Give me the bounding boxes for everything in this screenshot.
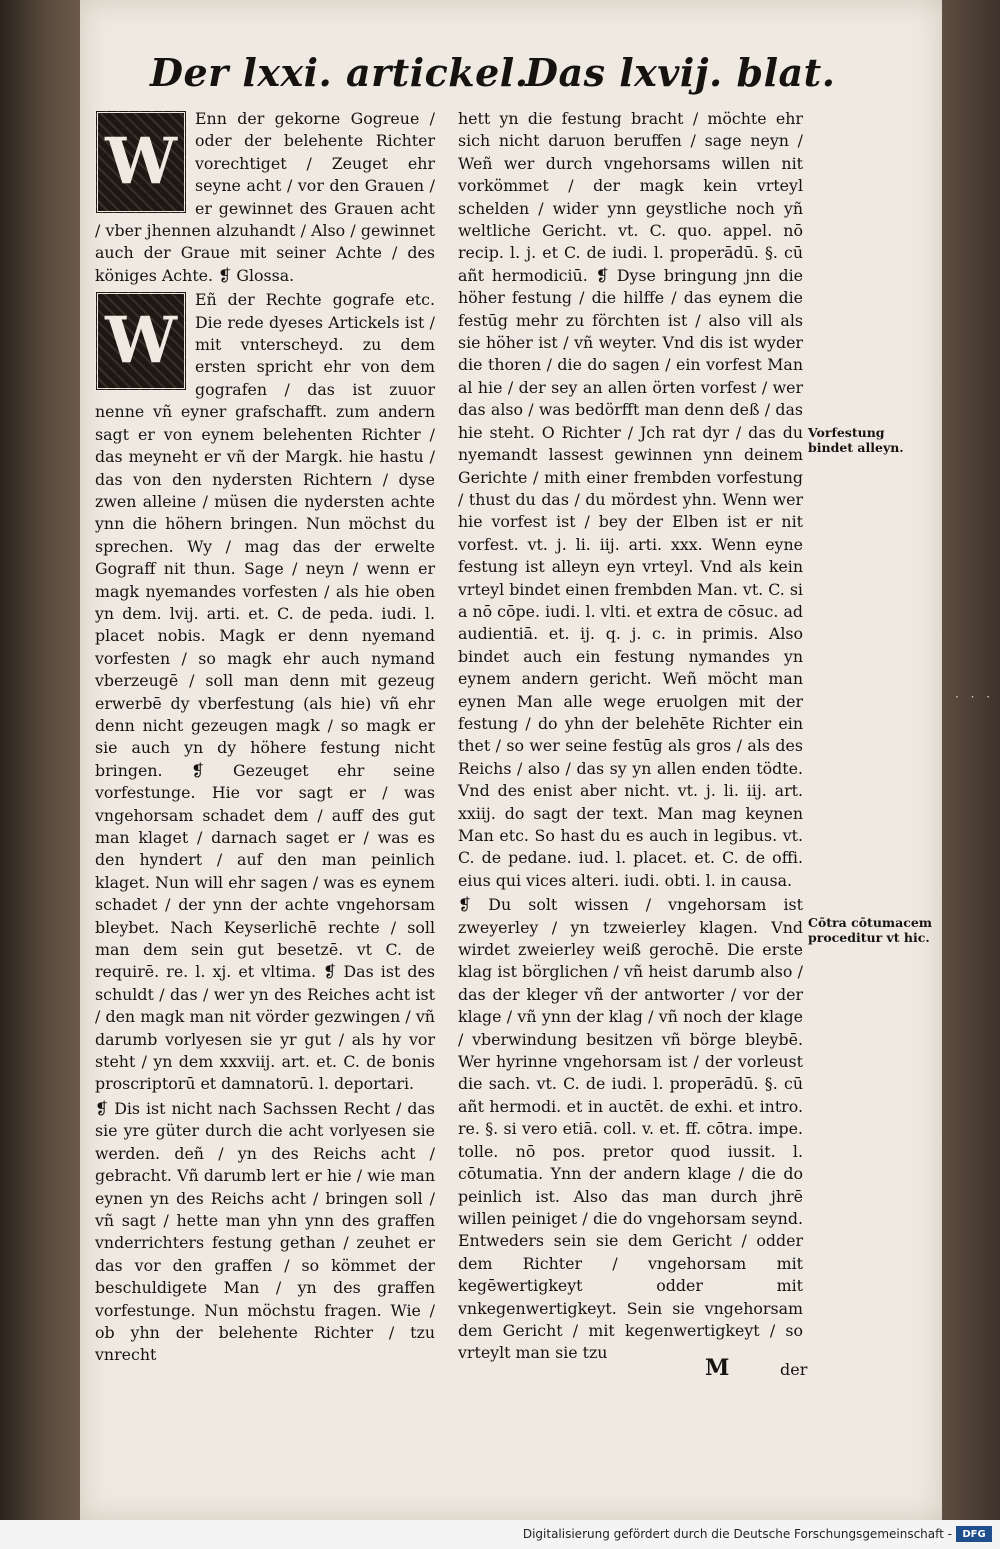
paragraph: ❡ Dis ist nicht nach Sachssen Recht / das sie yre güter durch die acht vorlyesen sie werden. deñ / yn des Reichs acht / gebracht. Vñ darumb lert er hie / wie man eynen yn des Reichs acht / bringen soll / vñ sagt / hette man yhn ynn des graffen vnderrichters festung gethan / zeuhet er das vor den graffen / so kömmet der beschuldigete Man / yn des graffen vorfestunge. Nun möchstu fragen. Wie / ob yhn der belehente Richter / tzu vnrecht <box>95 1098 435 1365</box>
decorated-initial: W <box>95 291 187 391</box>
text-column-left <box>95 108 435 1369</box>
footer-credit: Digitalisierung gefördert durch die Deutsche Forschungsgemeinschaft - <box>522 1527 952 1541</box>
paragraph <box>95 108 435 287</box>
paragraph <box>95 289 435 1096</box>
catchword: der <box>780 1360 808 1379</box>
signature-mark: M <box>705 1355 730 1381</box>
decorated-initial: W <box>95 110 187 214</box>
book-page <box>80 0 942 1520</box>
scan-background-left <box>0 0 80 1549</box>
text-column-right <box>458 108 803 1367</box>
paragraph: ❡ Du solt wissen / vngehorsam ist zweyerley / yn tzweierley klagen. Vnd wirdet zweierley weiß gerochē. Die erste klag ist börglichen / vñ heist darumb also / das der kleger vñ der antworter / vor der klage / vñ ynn der klag / vñ noch der klage / vberwindung besitzen vñ börge bleybē. Wer hyrinne vngehorsam ist / der vorleust die sach. vt. C. de iudi. l. properādū. §. cū añt hermodi. et in auctēt. de exhi. et intro. re. §. si vero etiā. coll. v. et. ff. cōtra. impe. tolle. nō pos. pretor quod iussit. l. cōtumatia. Ynn der andern klage / die do peinlich ist. Also das man durch jhrē willen peiniget / die do vngehorsam seynd. Entweders sein sie dem Gericht / odder dem Richter / vngehorsam mit kegēwertigkeyt odder mit vnkegenwertigkeyt. Sein sie vngehorsam dem Gericht / mit kegenwertigkeyt / so vrteylt man sie tzu <box>458 895 803 1363</box>
margin-note: Cōtra cōtumacem proceditur vt hic. <box>808 915 933 945</box>
footer-bar <box>0 1520 1000 1549</box>
paragraph-text: Eñ der Rechte gografe etc. Die rede dyeses Artickels ist / mit vnterscheyd. zu dem ersten spricht ehr von dem gografen / das ist zuuor nenne vñ eyner grafschafft. zum andern sagt er von eynem belehenten Richter / das meyneht er vñ der Margk. hie hastu / das von den nydersten Richtern / dyse zwen alleine / müsen die nydersten achte ynn die höhern bringen. Nun möchst du sprechen. Wy / mag das der erwelte Gograff nit thun. Sage / neyn / wenn er magk nyemandes vorfesten / als hie oben yn dem. lvij. arti. et. C. de peda. iudi. l. placet nobis. Magk er denn nyemand vorfesten / so magk ehr auch nymand vberzeugē / soll man denn mit gezeug erwerbē dy vberfestung (als hie) vñ ehr denn nicht gezeugen magk / so magk er sie auch yn dy höhere festung nicht bringen. ❡ Gezeuget ehr seine vorfestunge. Hie vor sagt er / was vngehorsam schadet dem / auff des gut man klaget / darnach saget er / was es den hyndert / auf den man peinlich klaget. Nun will ehr sagen / was es eynem schadet / der ynn der achte vngehorsam bleybet. Nach Keyserlichē rechte / soll man dem sein gut besetzē. vt C. de requirē. re. l. xj. et vltima. ❡ Das ist des schuldt / das / wer yn des Reiches acht ist / den magk man nit vörder gezwingen / vñ darumb vorlyesen sie yr gut / als hy vor steht / yn dem xxxviij. art. et. C. de bonis proscriptorū et damnatorū. l. deportari. <box>95 290 435 1094</box>
decorative-dots: · · · <box>955 690 995 704</box>
paragraph: hett yn die festung bracht / möchte ehr sich nicht daruon beruffen / sage neyn / Weñ wer durch vngehorsams willen nit vorkömmet / der magk kein vrteyl schelden / wider ynn geystliche noch yñ weltliche Gericht. vt. C. quo. appel. nō recip. l. j. et C. de iudi. l. properādū. §. cū añt hermodiciū. ❡ Dyse bringung jnn die höher festung / die hilffe / das eynem die festūg mehr zu förchten ist / also vill als sie höher ist / vñ weyter. Vnd dis ist wyder die thoren / die do sagen / ein vorfest Man al hie / der sey an allen örten vorfest / wer das also / was bedörfft man denn deß / das hie steht. O Richter / Jch rat dyr / das du nyemandt lassest gewinnen ynn deinem Gerichte / mith einer frembden vorfestung / thust du das / du mördest yhn. Wenn wer hie vorfest ist / bey der Elben ist er nit vorfest. vt. j. li. iij. arti. xxx. Wenn eyne festung ist alleyn eyn vrteyl. Vnd als kein vrteyl bindet einen frembden Man. vt. C. si a nō cōpe. iudi. l. vlti. et extra de cōsuc. ad audientiā. et. ij. q. j. c. in primis. Also bindet auch ein festung nymandes yn eynem andern gericht. Weñ möcht man eynen Man alle wege eruolgen mit der festung / do yhn der belehēte Richter ein thet / so wer seine festūg als gros / als des Reichs / also / das sy yn allen enden tödte. Vnd des enist aber nicht. vt. j. li. iij. art. xxiij. do sagt der text. Man mag keynen Man etc. So hast du es auch in legibus. vt. C. de pedane. iud. l. placet. et. C. de offi. eius qui vices alteri. iudi. obti. l. in causa. <box>458 109 803 890</box>
page-header-left: Der lxxi. artickel. <box>150 50 529 95</box>
margin-note: Vorfestung bindet alleyn. <box>808 425 904 455</box>
page-header-right: Das lxvij. blat. <box>525 50 836 95</box>
dfg-logo: DFG <box>956 1526 992 1542</box>
scan-background-right <box>940 0 1000 1549</box>
paragraph-text: Enn der gekorne Gogreue / oder der belehente Richter vorechtiget / Zeuget ehr seyne acht / vor den Grauen / er gewinnet des Grauen acht / vber jhennen alzuhandt / Also / gewinnet auch der Graue mit seiner Achte / des königes Achte. ❡ Glossa. <box>95 109 435 285</box>
